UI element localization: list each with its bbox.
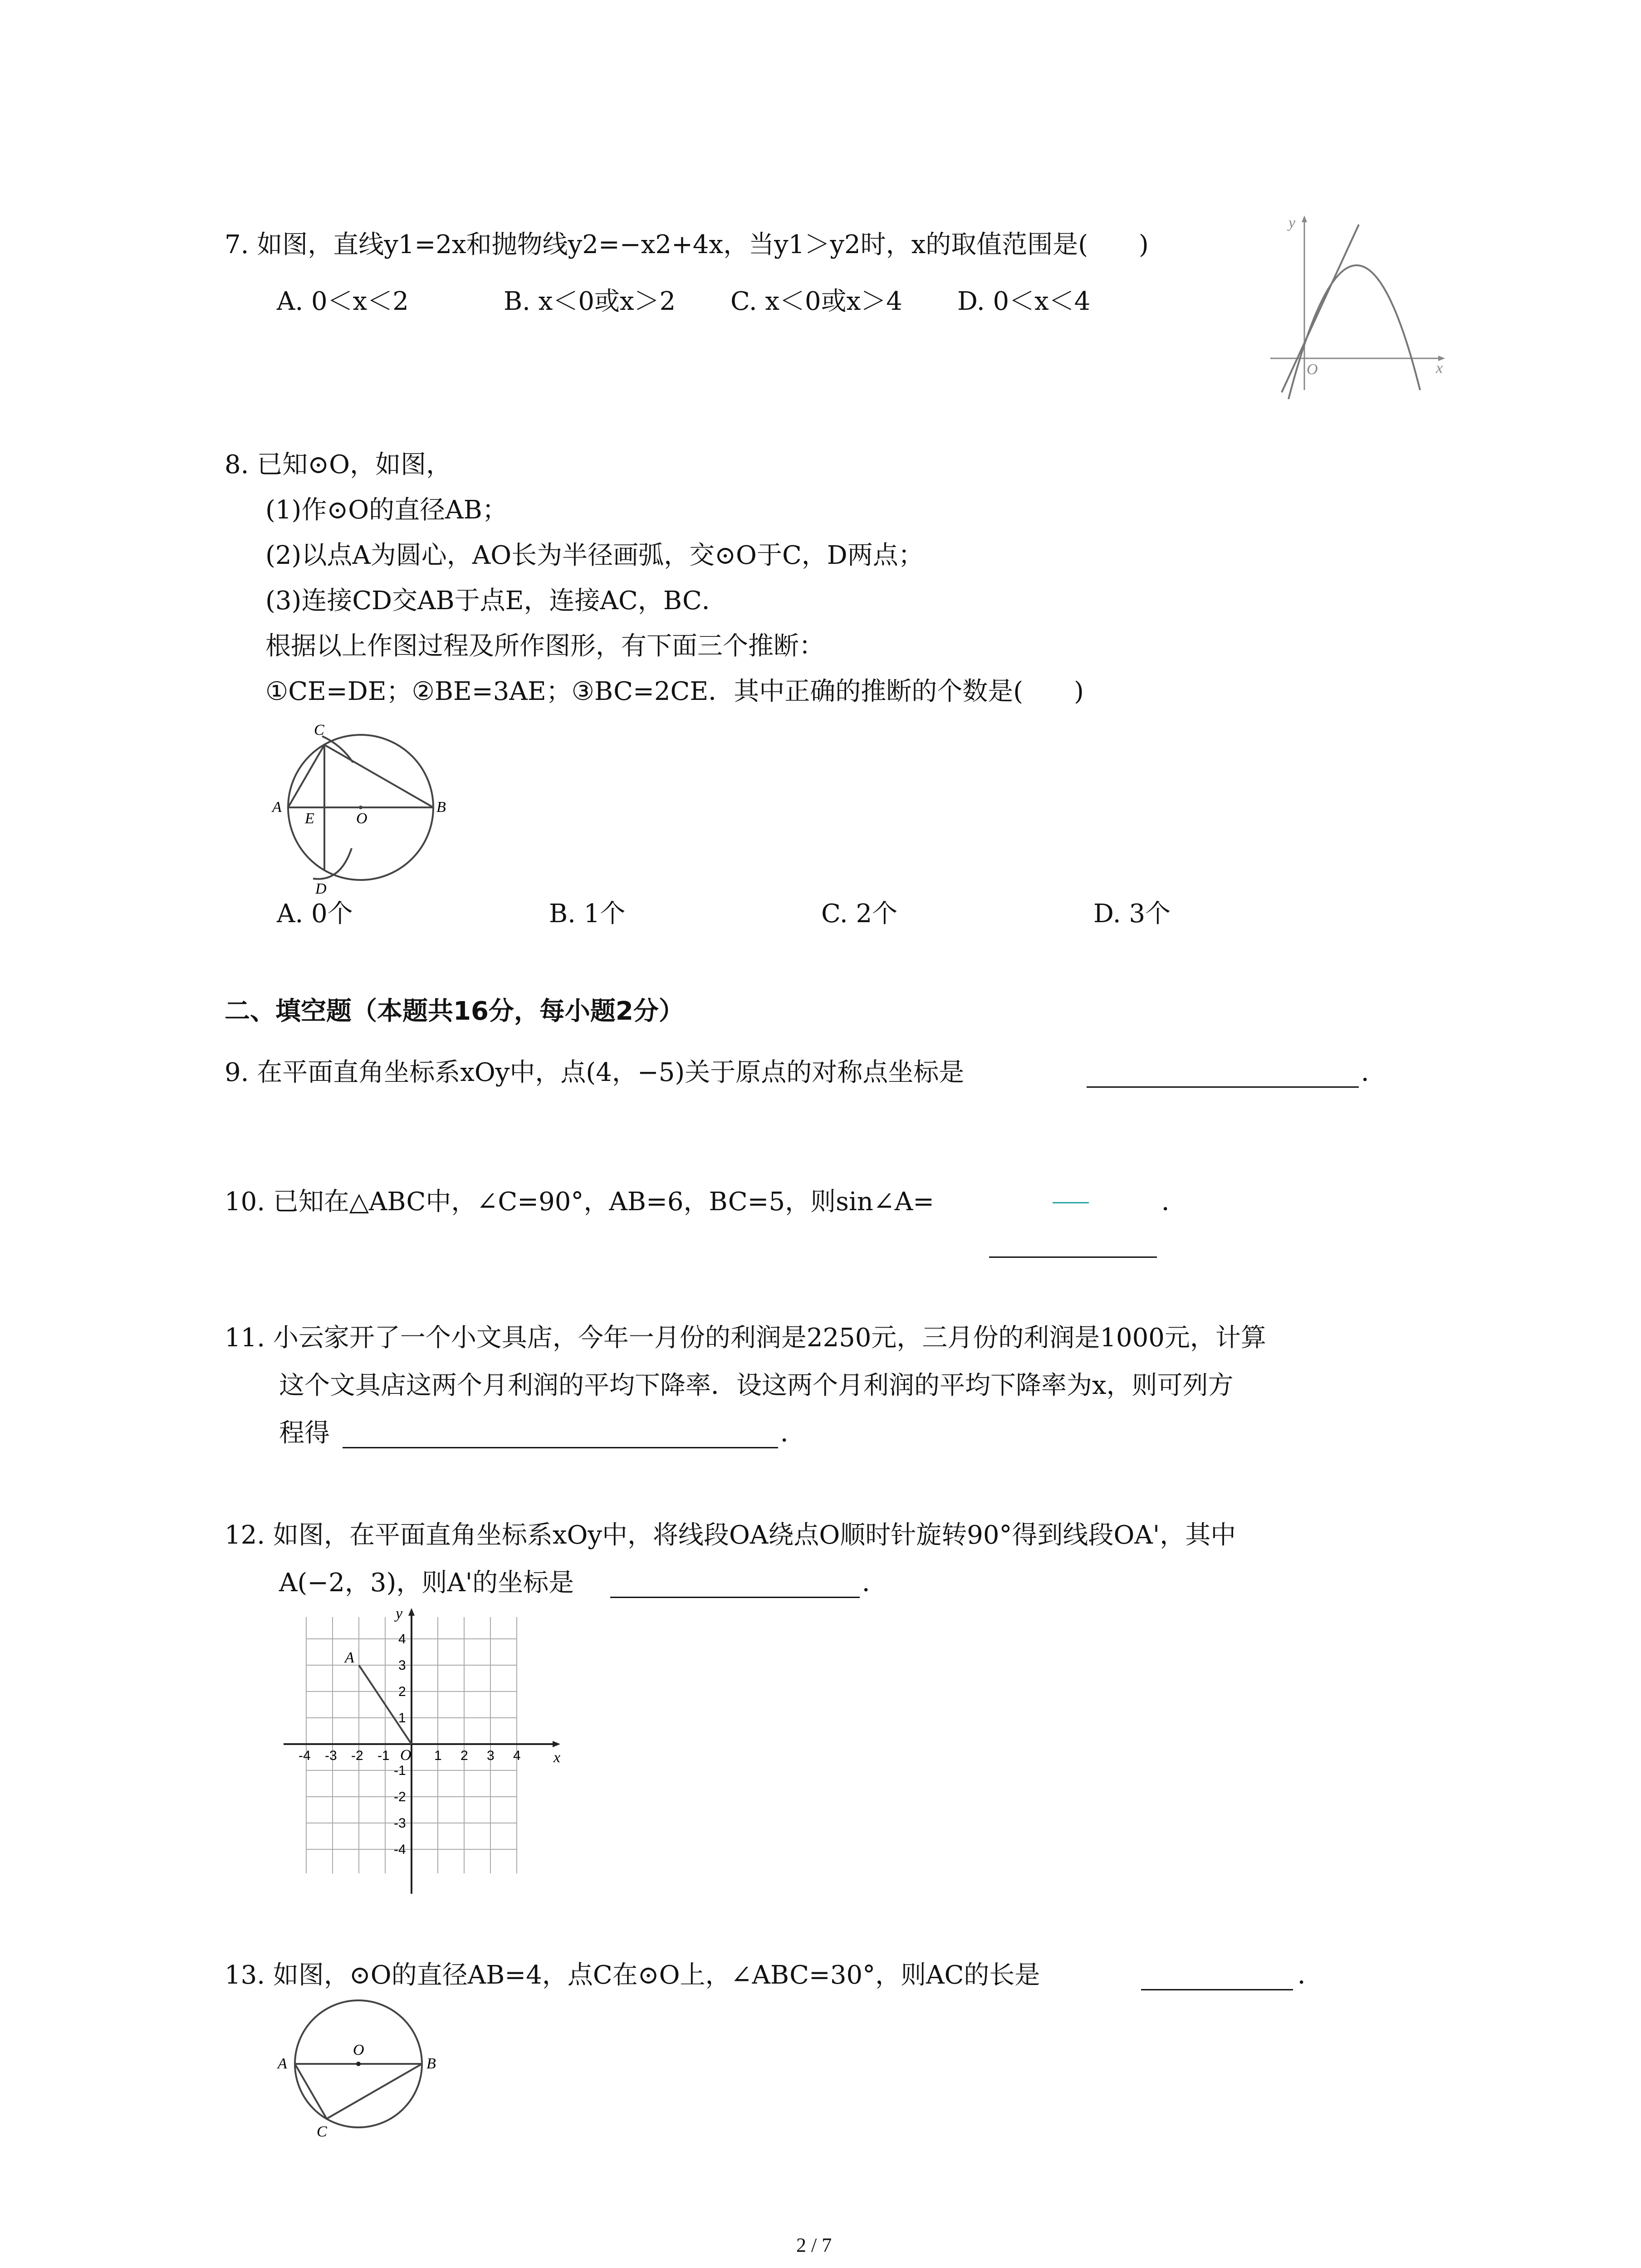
q12-x-tick: 2 — [460, 1748, 468, 1763]
q12-x-tick: -3 — [325, 1748, 337, 1763]
q12-x-tick: 3 — [487, 1748, 495, 1763]
q8-option-b: B. 1个 — [549, 899, 626, 929]
q13-segment-ac — [295, 2064, 327, 2119]
q8-label-e: E — [305, 810, 314, 827]
q13-label-a: A — [278, 2055, 287, 2072]
q12-y-tick: -1 — [394, 1763, 406, 1778]
q7-stem: 7. 如图，直线y1=2x和抛物线y2=−x2+4x，当y1＞y2时，x的取值范围是( ) — [225, 230, 1149, 259]
q12-y-tick: 3 — [398, 1658, 406, 1673]
page-number: 2 / 7 — [796, 2234, 832, 2256]
q9-end: ． — [1361, 1058, 1386, 1087]
q7-label-y: y — [1288, 215, 1296, 231]
q12-label-o: O — [400, 1747, 411, 1764]
q8-step-1: (1)作⊙O的直径AB； — [265, 495, 508, 525]
q7-option-b: B. x＜0或x＞2 — [504, 287, 676, 316]
q13-segment-bc — [327, 2064, 422, 2119]
q11-line-1: 11. 小云家开了一个小文具店，今年一月份的利润是2250元，三月份的利润是1000元，计算 — [225, 1323, 1266, 1353]
q13-label-b: B — [426, 2055, 436, 2072]
q8-label-b: B — [436, 799, 446, 816]
q12-x-tick: 4 — [513, 1748, 521, 1763]
q11-answer-blank[interactable] — [343, 1447, 778, 1448]
q8-claims: ①CE=DE；②BE=3AE；③BC=2CE．其中正确的推断的个数是( ) — [265, 677, 1084, 706]
q12-y-tick: -4 — [394, 1842, 406, 1857]
q8-stem: 8. 已知⊙O，如图， — [225, 450, 452, 479]
q10-fraction-bar — [1053, 1202, 1089, 1203]
q8-step-2: (2)以点A为圆心，AO长为半径画弧，交⊙O于C，D两点； — [265, 541, 924, 570]
q7-parabola — [1288, 265, 1420, 399]
q8-option-d: D. 3个 — [1093, 899, 1171, 929]
q12-y-tick: -2 — [394, 1789, 406, 1804]
q12-x-tick: -4 — [299, 1748, 311, 1763]
q13-figure — [272, 1991, 463, 2146]
q10-answer-blank[interactable] — [989, 1256, 1157, 1258]
q12-label-a: A — [345, 1649, 354, 1666]
q7-option-a: A. 0＜x＜2 — [277, 287, 409, 316]
q8-label-c: C — [314, 722, 324, 738]
q11-end: ． — [780, 1418, 806, 1448]
q8-option-a: A. 0个 — [277, 899, 353, 929]
q12-line-1: 12. 如图，在平面直角坐标系xOy中，将线段OA绕点O顺时针旋转90°得到线段OA'，其中 — [225, 1520, 1236, 1550]
q7-option-c: C. x＜0或x＞4 — [730, 287, 902, 316]
q7-label-o: O — [1307, 361, 1318, 378]
q12-y-tick: -3 — [394, 1816, 406, 1831]
q8-segment-ac — [288, 745, 324, 807]
q7-figure — [1261, 209, 1452, 399]
q13-answer-blank[interactable] — [1141, 1989, 1293, 1990]
q12-answer-blank[interactable] — [610, 1597, 860, 1598]
q11-line-3: 程得 — [279, 1418, 330, 1448]
q13-label-o: O — [353, 2042, 364, 2058]
q9-answer-blank[interactable] — [1087, 1086, 1359, 1088]
q8-option-c: C. 2个 — [821, 899, 898, 929]
q8-label-o: O — [356, 810, 367, 827]
q12-label-y: y — [396, 1606, 403, 1622]
q8-figure — [263, 719, 463, 896]
q8-label-d: D — [315, 880, 327, 896]
q13-end: ． — [1298, 1960, 1323, 1990]
q9-stem: 9. 在平面直角坐标系xOy中，点(4，−5)关于原点的对称点坐标是 — [225, 1058, 965, 1087]
q12-x-tick: -1 — [377, 1748, 390, 1763]
q12-y-tick: 4 — [398, 1632, 406, 1647]
q8-step-3: (3)连接CD交AB于点E，连接AC，BC． — [265, 586, 727, 616]
q7-line — [1282, 225, 1359, 392]
q8-label-a: A — [272, 799, 282, 816]
q12-x-tick: -2 — [351, 1748, 363, 1763]
q12-x-tick: 1 — [434, 1748, 442, 1763]
q12-label-x: x — [554, 1749, 561, 1766]
q7-option-d: D. 0＜x＜4 — [957, 287, 1091, 316]
q12-end: ． — [862, 1568, 887, 1598]
q7-label-x: x — [1436, 360, 1443, 376]
q11-line-2: 这个文具店这两个月利润的平均下降率．设这两个月利润的平均下降率为x，则可列方 — [279, 1371, 1234, 1400]
section-2-title: 二、填空题（本题共16分，每小题2分） — [225, 997, 684, 1026]
q13-stem: 13. 如图，⊙O的直径AB=4，点C在⊙O上，∠ABC=30°，则AC的长是 — [225, 1960, 1040, 1990]
q12-y-tick: 1 — [398, 1711, 406, 1725]
q12-y-tick: 2 — [398, 1684, 406, 1699]
q10-end: ． — [1161, 1187, 1187, 1217]
q8-segment-bc — [324, 745, 433, 807]
q8-lead: 根据以上作图过程及所作图形，有下面三个推断： — [265, 631, 824, 661]
q12-line-2: A(−2，3)，则A'的坐标是 — [279, 1568, 574, 1598]
q10-stem: 10. 已知在△ABC中，∠C=90°，AB=6，BC=5，则sin∠A= — [225, 1187, 935, 1217]
q13-label-c: C — [317, 2123, 327, 2140]
q12-figure — [281, 1606, 572, 1896]
